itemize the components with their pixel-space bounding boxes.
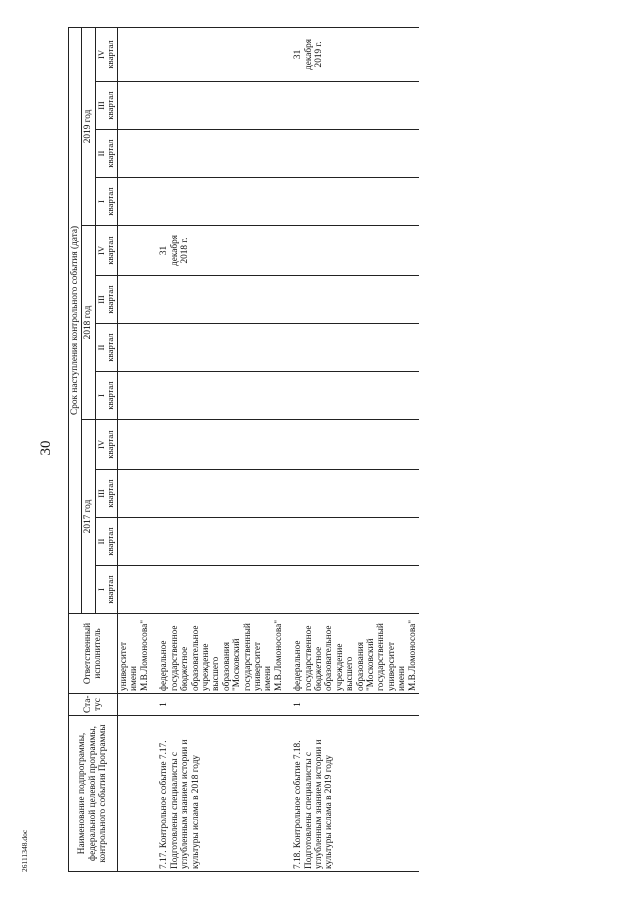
control-events-table (68, 27, 419, 872)
quarter-header-cell: IV квартал (95, 420, 117, 470)
quarter-header-cell: III квартал (95, 470, 117, 518)
event-name: 7.18. Контрольное событие 7.18. Подготовлены специалисты с углубленным знанием истории и культуры ислама в 2019 году (285, 716, 419, 872)
footer-doc-name: 26111348.doc (20, 829, 29, 872)
header-name: Наименование подпрограммы, федеральной целевой программы, контрольного события Программы (69, 716, 118, 872)
quarter-header-cell: IV квартал (95, 226, 117, 276)
event-responsible: федеральное государственное бюджетное образовательное учреждение высшего образования "Московский государственный университет имени М.В.Ломоносова" (285, 614, 419, 694)
rotated-table-sheet (68, 30, 568, 872)
quarter-header-cell: III квартал (95, 82, 117, 130)
quarter-header-cell: I квартал (95, 566, 117, 614)
quarter-header-cell: I квартал (95, 178, 117, 226)
header-term: Срок наступления контрольного события (дата) (69, 27, 82, 613)
event-responsible: федеральное государственное бюджетное образовательное учреждение высшего образования "Московский государственный университет имени М.В.Ломоносова" (151, 614, 285, 694)
continuation-responsible: университет имени М.В.Ломоносова" (118, 614, 152, 694)
table-row-7-17 (151, 27, 285, 871)
header-year-2017: 2017 год (82, 420, 95, 614)
quarter-header-cell: IV квартал (95, 27, 117, 81)
table-row-continuation (118, 27, 152, 871)
table-row-7-18 (285, 27, 419, 871)
quarter-header-cell: II квартал (95, 518, 117, 566)
page-number: 30 (38, 440, 54, 456)
event-status: 1 (151, 694, 285, 716)
event-status: 1 (285, 694, 419, 716)
quarter-header-cell: II квартал (95, 324, 117, 372)
header-year-2018: 2018 год (82, 226, 95, 420)
event-date: 31 декабря 2019 г. (285, 27, 419, 81)
quarter-header-cell: III квартал (95, 276, 117, 324)
header-responsible: Ответственный исполнитель (69, 614, 118, 694)
quarter-header-cell: I квартал (95, 372, 117, 420)
header-year-2019: 2019 год (82, 27, 95, 225)
quarter-header-cell: II квартал (95, 130, 117, 178)
event-name: 7.17. Контрольное событие 7.17. Подготовлены специалисты с углубленным знанием истории и культуры ислама в 2018 году (151, 716, 285, 872)
header-status: Ста-тус (69, 694, 118, 716)
event-date: 31 декабря 2018 г. (151, 226, 285, 276)
